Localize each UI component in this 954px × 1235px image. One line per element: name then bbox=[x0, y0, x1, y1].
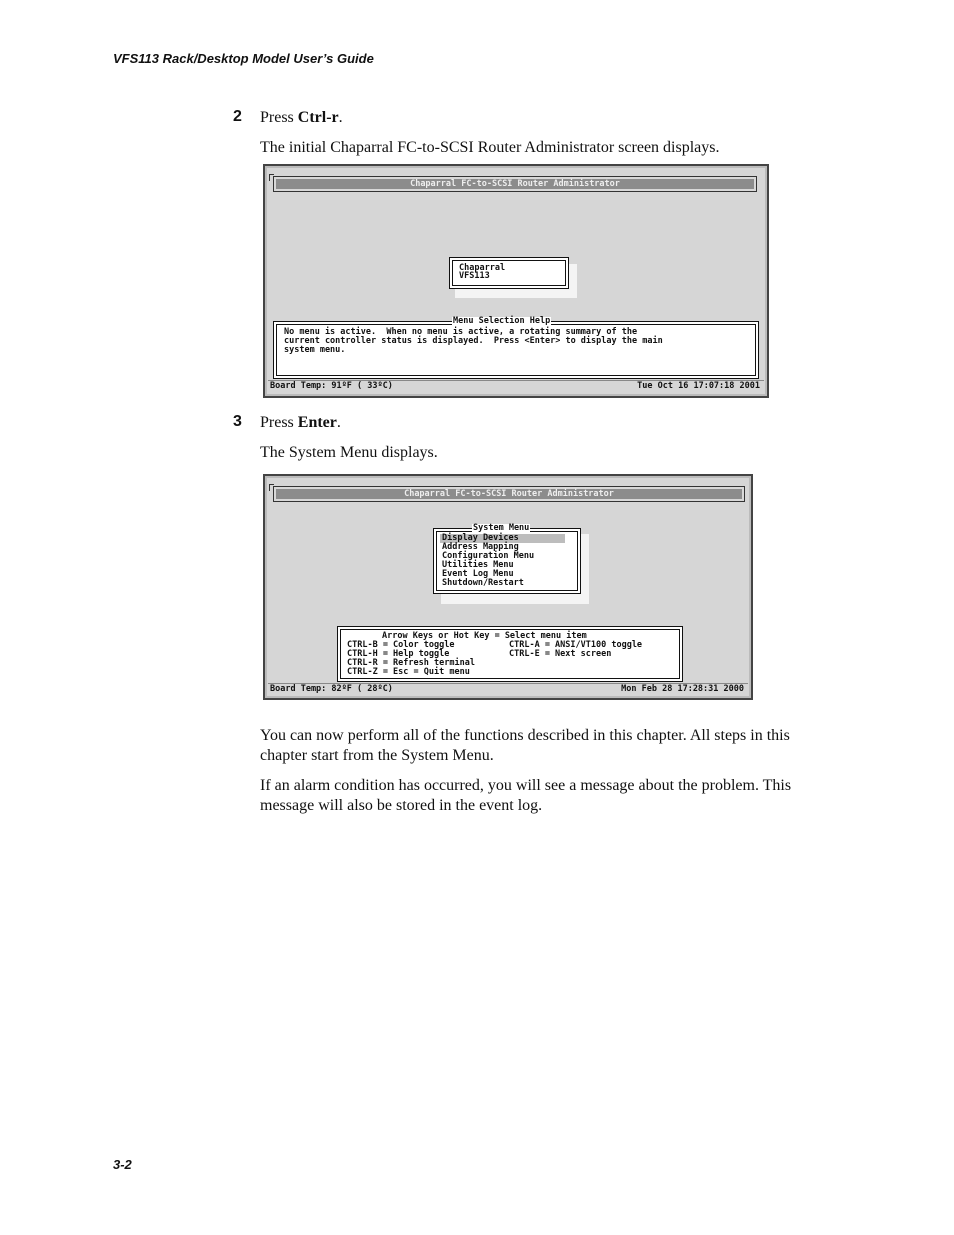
status-bar bbox=[268, 380, 764, 392]
system-menu-list bbox=[440, 534, 565, 588]
hotkey-refresh: CTRL-R = Refresh terminal bbox=[347, 658, 475, 668]
datetime: Tue Oct 16 17:07:18 2001 bbox=[637, 381, 760, 391]
closing-paragraph-2: If an alarm condition has occurred, you will see a message about the problem. This message will also be stored in the event log. bbox=[260, 777, 792, 814]
hotkey-ansi-toggle: CTRL-A = ANSI/VT100 toggle bbox=[509, 640, 643, 650]
logo-line-1: Chaparral bbox=[459, 263, 506, 273]
menu-item-event-log[interactable]: Event Log Menu bbox=[442, 569, 514, 579]
period: . bbox=[336, 414, 341, 431]
menu-item-utilities[interactable]: Utilities Menu bbox=[442, 560, 514, 570]
admin-screen-system-menu bbox=[263, 474, 753, 700]
help-line-2: current controller status is displayed. Press <Enter> to display the main bbox=[284, 336, 663, 346]
press-label: Press bbox=[260, 109, 298, 126]
status-bar bbox=[268, 683, 748, 695]
board-temp: Board Temp: 91ºF ( 33ºC) bbox=[270, 381, 393, 391]
step-3-description: The System Menu displays. bbox=[260, 444, 438, 461]
hotkey-help-box bbox=[337, 626, 683, 682]
menu-item-display-devices[interactable]: Display Devices bbox=[440, 534, 565, 543]
help-box bbox=[273, 316, 759, 379]
screen-title-bar: Chaparral FC-to-SCSI Router Administrator bbox=[273, 176, 757, 192]
running-header: VFS113 Rack/Desktop Model User’s Guide bbox=[113, 51, 374, 66]
menu-item-configuration[interactable]: Configuration Menu bbox=[442, 551, 535, 561]
help-line-1: No menu is active. When no menu is active, a rotating summary of the bbox=[284, 327, 638, 337]
help-line-3: system menu. bbox=[284, 345, 346, 355]
menu-item-shutdown-restart[interactable]: Shutdown/Restart bbox=[442, 578, 524, 588]
step-3-instruction bbox=[260, 413, 840, 433]
hotkey-next-screen: CTRL-E = Next screen bbox=[509, 649, 612, 659]
press-label: Press bbox=[260, 414, 298, 431]
help-box-title: Menu Selection Help bbox=[453, 316, 551, 326]
menu-item-address-mapping[interactable]: Address Mapping bbox=[442, 542, 519, 552]
hotkey-color-toggle: CTRL-B = Color toggle bbox=[347, 640, 455, 650]
hotkey-title: Arrow Keys or Hot Key = Select menu item bbox=[382, 631, 587, 641]
hotkey-quit: CTRL-Z = Esc = Quit menu bbox=[347, 667, 470, 677]
screen-title-bar: Chaparral FC-to-SCSI Router Administrator bbox=[273, 486, 745, 502]
admin-screen-initial bbox=[263, 164, 769, 398]
period: . bbox=[338, 109, 343, 126]
step-number-3: 3 bbox=[233, 413, 242, 430]
logo-line-2: VFS113 bbox=[459, 271, 490, 281]
system-menu-title: System Menu bbox=[473, 523, 530, 533]
closing-paragraph-1: You can now perform all of the functions described in this chapter. All steps in this chapter start from the System Menu. bbox=[260, 727, 790, 764]
datetime: Mon Feb 28 17:28:31 2000 bbox=[621, 684, 744, 694]
step-2-instruction bbox=[260, 108, 840, 128]
hotkey-help-toggle: CTRL-H = Help toggle bbox=[347, 649, 450, 659]
key-enter: Enter bbox=[297, 414, 337, 431]
logo-box bbox=[449, 257, 569, 289]
key-ctrl-r: Ctrl-r bbox=[297, 109, 339, 126]
board-temp: Board Temp: 82ºF ( 28ºC) bbox=[270, 684, 393, 694]
step-2-description: The initial Chaparral FC-to-SCSI Router Administrator screen displays. bbox=[260, 139, 720, 156]
page-number: 3-2 bbox=[113, 1157, 132, 1172]
step-number-2: 2 bbox=[233, 108, 242, 125]
system-menu-box bbox=[433, 523, 581, 594]
